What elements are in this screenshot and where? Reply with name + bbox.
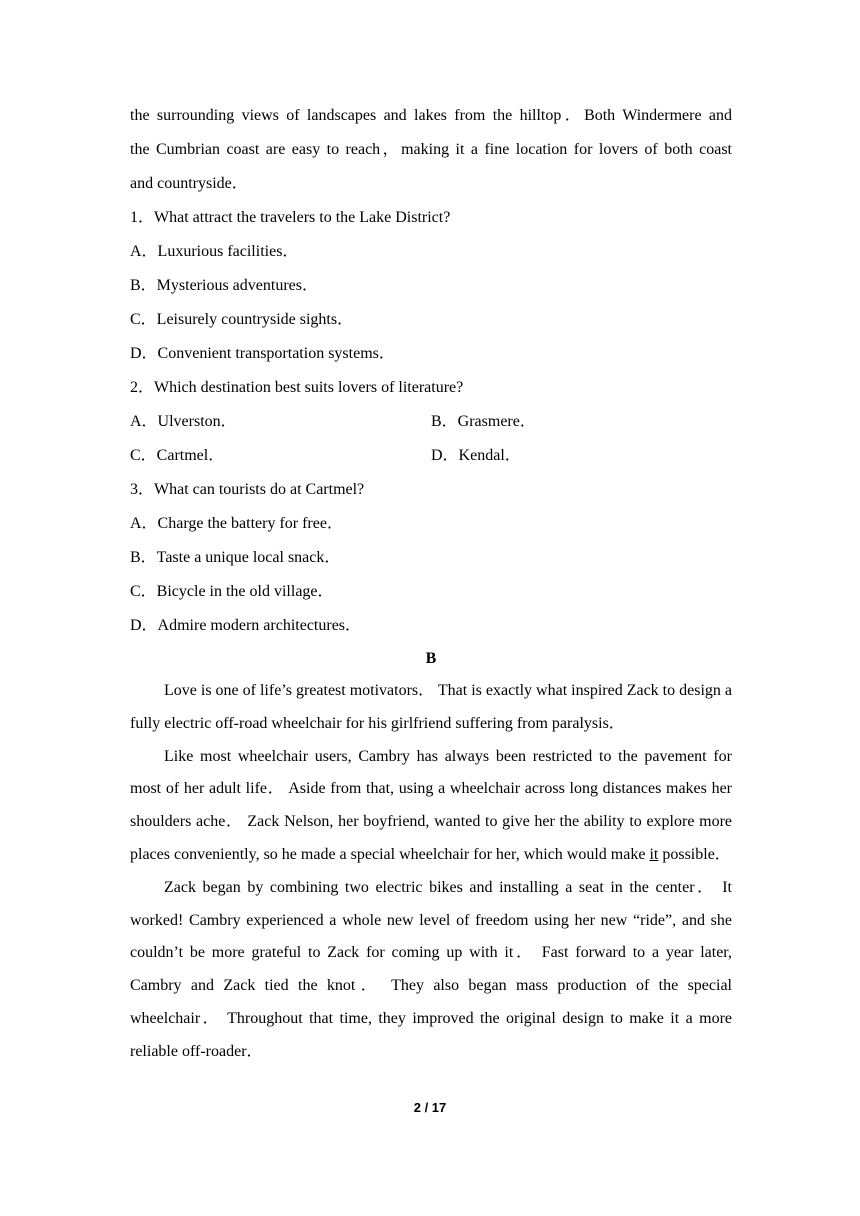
question-3-option-a: A．Charge the battery for free．: [130, 515, 343, 532]
question-3-option-b: B．Taste a unique local snack．: [130, 549, 341, 566]
question-1-option-d: D．Convenient transportation systems．: [130, 345, 395, 362]
question-2-options-row-1: [130, 405, 732, 439]
passage-line: and countryside．: [130, 175, 248, 192]
question-2-option-d: D．Kendal．: [431, 447, 521, 464]
question-3-option-d: D．Admire modern architectures．: [130, 617, 362, 634]
question-2-option-c: C．Cartmel．: [130, 447, 225, 464]
question-2-option-a: A．Ulverston．: [130, 413, 237, 430]
page-number: 2 / 17: [413, 1100, 447, 1115]
question-2-option-b: B．Grasmere．: [431, 413, 536, 430]
section-b-heading: B: [425, 650, 437, 667]
paragraph-text: Like most wheelchair users, Cambry has always been restricted to the pavement for most of her adult life． Aside from that, using a wheelchair across long distances makes her shoulders ache． Zack Nelson, her boyfriend, wanted to give her the ability to explore more places conveniently, so he made a special wheelchair for her, which would make: [130, 747, 732, 863]
question-3-stem: 3．What can tourists do at Cartmel?: [130, 481, 365, 498]
section-b-paragraph-1: Love is one of life’s greatest motivators． That is exactly what inspired Zack to design a fully electric off-road wheelchair for his girlfriend suffering from paralysis．: [130, 682, 732, 732]
section-b-paragraph-2: [130, 741, 732, 872]
passage-line: the Cumbrian coast are easy to reach，making it a fine location for lovers of both coast: [130, 141, 732, 158]
question-3-option-c: C．Bicycle in the old village．: [130, 583, 334, 600]
underlined-word: it: [649, 845, 659, 863]
question-2-options-row-2: [130, 439, 732, 473]
question-1-option-c: C．Leisurely countryside sights．: [130, 311, 354, 328]
passage-line: the surrounding views of landscapes and lakes from the hilltop．Both Windermere and: [130, 107, 732, 124]
document-page: [130, 99, 732, 1069]
section-b-paragraph-3: Zack began by combining two electric bikes and installing a seat in the center． It worked! Cambry experienced a whole new level of freedom using her new “ride”, and she couldn’t be more grateful to Zack for coming up with it． Fast forward to a year later, Cambry and Zack tied the knot． They also began mass production of the special wheelchair． Throughout that time, they improved the original design to make it a more reliable off-roader．: [130, 878, 732, 1060]
question-1-option-b: B．Mysterious adventures．: [130, 277, 318, 294]
question-1-option-a: A．Luxurious facilities．: [130, 243, 299, 260]
paragraph-text: possible．: [658, 845, 731, 863]
question-1-stem: 1．What attract the travelers to the Lake District?: [130, 209, 451, 226]
question-2-stem: 2．Which destination best suits lovers of literature?: [130, 379, 464, 396]
